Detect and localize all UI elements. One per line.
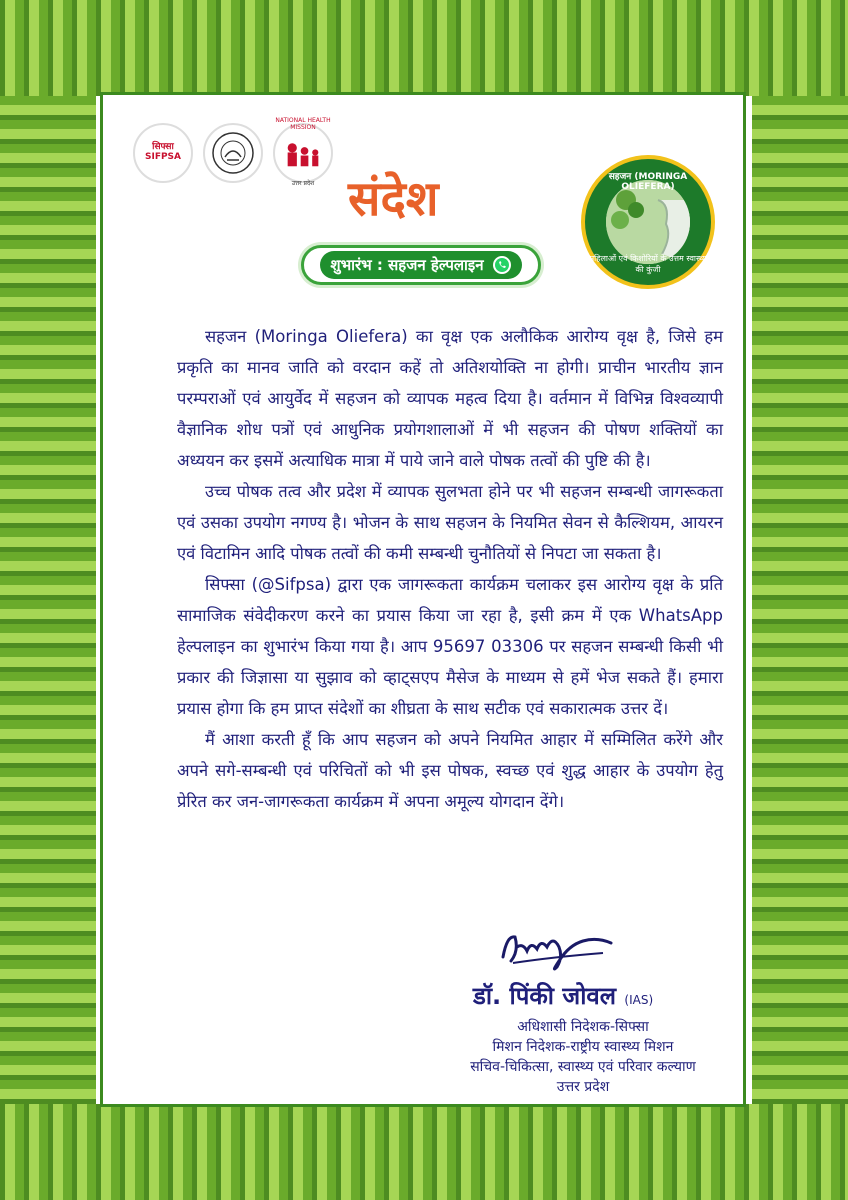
emblem-icon: [210, 130, 256, 176]
page-title: संदेश: [348, 171, 439, 227]
message-body: [177, 321, 723, 817]
handwritten-signature: [493, 917, 623, 977]
woman-leaves-icon: [606, 180, 690, 264]
logo-row: [133, 117, 333, 188]
nhm-logo: [273, 117, 333, 188]
helpline-label: शुभारंभ : सहजन हेल्पलाइन: [330, 256, 484, 274]
nhm-logo-sub: उत्तर प्रदेश: [291, 180, 315, 188]
leaf-border-bottom: [0, 1104, 848, 1200]
signatory-name: [473, 979, 653, 1012]
paragraph-1: सहजन (Moringa Oliefera) का वृक्ष एक अलौकिक आरोग्य वृक्ष है, जिसे हम प्रकृति का मानव जाति को वरदान कहें तो अतिशयोक्ति ना होगी। प्राचीन भारतीय ज्ञान परम्पराओं एवं आयुर्वेद में सहजन को व्यापक महत्व दिया है। वर्तमान में विभिन्न विश्वव्यापी वैज्ञानिक शोध पत्रों एवं आधुनिक प्रयोगशालाओं में भी सहजन की पोषण शक्तियों का अध्ययन कर इसमें अत्याधिक मात्रा में पाये जाने वाले पोषक तत्वों की पुष्टि की है।: [177, 327, 723, 470]
sifpsa-logo: [133, 123, 193, 183]
helpline-banner: [301, 245, 541, 285]
up-govt-logo: [203, 123, 263, 183]
paragraph-4: मैं आशा करती हूँ कि आप सहजन को अपने नियमित आहार में सम्मिलित करेंगे और अपने सगे-सम्बन्धी एवं परिचितों को भी इस पोषक, स्वच्छ एवं शुद्ध आहार के उपयोग हेतु प्रेरित कर जन-जागरूकता कार्यक्रम में अपना अमूल्य योगदान देंगे।: [177, 730, 723, 811]
sifpsa-logo-text: सिफ्सा: [152, 142, 174, 153]
signatory-designations: [433, 1017, 733, 1097]
designation-line: उत्तर प्रदेश: [556, 1079, 610, 1095]
leaf-border-top: [0, 0, 848, 96]
designation-line: अधिशासी निदेशक-सिफ्सा: [517, 1019, 649, 1035]
moringa-badge: [581, 155, 715, 289]
designation-line: मिशन निदेशक-राष्ट्रीय स्वास्थ्य मिशन: [492, 1039, 674, 1055]
designation-line: सचिव-चिकित्सा, स्वास्थ्य एवं परिवार कल्याण: [470, 1059, 696, 1075]
whatsapp-icon: [492, 255, 512, 275]
nhm-logo-text: NATIONAL HEALTH MISSION: [275, 117, 331, 131]
leaf-border-left: [0, 0, 96, 1200]
badge-top-text: सहजन (MORINGA OLIEFERA): [608, 172, 688, 192]
signatory-suffix: (IAS): [624, 993, 654, 1007]
family-icon: [280, 131, 326, 177]
paragraph-2: उच्च पोषक तत्व और प्रदेश में व्यापक सुलभता होने पर भी सहजन सम्बन्धी जागरूकता एवं उसका उपयोग नगण्य है। भोजन के साथ सहजन के नियमित सेवन से कैल्शियम, आयरन एवं विटामिन आदि पोषक तत्वों की कमी सम्बन्धी चुनौतियों से निपटा जा सकता है।: [177, 482, 723, 563]
paragraph-3: सिफ्सा (@Sifpsa) द्वारा एक जागरूकता कार्यक्रम चलाकर इस आरोग्य वृक्ष के प्रति सामाजिक संवेदीकरण करने का प्रयास किया जा रहा है, इसी क्रम में एक WhatsApp हेल्पलाइन का शुभारंभ किया गया है। आप 95697 03306 पर सहजन सम्बन्धी किसी भी प्रकार की जिज्ञासा या सुझाव को व्हाट्सएप मैसेज के माध्यम से हमें भेज सकते हैं। हमारा प्रयास होगा कि हम प्राप्त संदेशों का शीघ्रता के साथ सटीक एवं सकारात्मक उत्तर दें।: [177, 575, 723, 718]
message-card: [100, 92, 746, 1107]
sifpsa-logo-sub: SIFPSA: [144, 152, 182, 162]
badge-bottom-text: महिलाओं एवं किशोरियों के उत्तम स्वास्थ्य की कुंजी: [589, 254, 707, 274]
signatory-name-text: डॉ. पिंकी जोवल: [473, 982, 617, 1010]
leaf-border-right: [752, 0, 848, 1200]
